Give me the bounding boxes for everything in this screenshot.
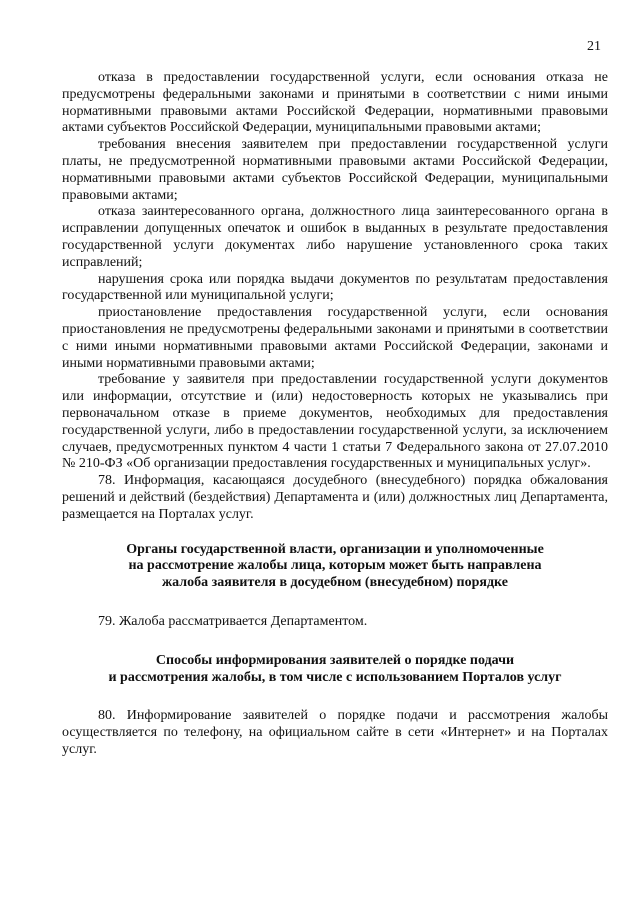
paragraph-deadline-violation: нарушения срока или порядка выдачи документов по результатам предоставления государственной или муниципальной услуги; <box>62 271 608 304</box>
section-heading-informing-methods <box>62 653 608 687</box>
paragraph-suspension: приостановление предоставления государственной услуги, если основания приостановления не предусмотрены федеральными законами и принятыми в соответствии с ними иными нормативными правовыми актами Российской Федерации, законами и иными нормативными правовыми актами; <box>62 305 608 371</box>
paragraph-refusal: отказа в предоставлении государственной услуги, если основания отказа не предусмотрены федеральными законами и принятыми в соответствии с ними иными нормативными правовыми актами Российской Федерации, нормативными правовыми актами субъектов Российской Федерации, муниципальными правовыми актами; <box>62 70 608 136</box>
section-heading-complaint-bodies <box>62 542 608 592</box>
paragraph-78: 78. Информация, касающаяся досудебного (внесудебного) порядка обжалования решений и действий (бездействия) Департамента и (или) должностных лиц Департамента, размещается на Порталах услуг. <box>62 473 608 522</box>
paragraph-correction-refusal: отказа заинтересованного органа, должностного лица заинтересованного органа в исправлении допущенных опечаток и ошибок в выданных в результате предоставления государственной услуги документах либо нарушение установленного срока таких исправлений; <box>62 204 608 270</box>
heading-line: Органы государственной власти, организации и уполномоченные <box>126 541 544 557</box>
document-body <box>62 70 608 759</box>
heading-line: жалоба заявителя в досудебном (внесудебном) порядке <box>162 575 508 591</box>
paragraph-fee-requirement: требования внесения заявителем при предоставлении государственной услуги платы, не предусмотренной нормативными правовыми актами Российской Федерации, нормативными правовыми актами субъектов Российской Федерации, муниципальными правовыми актами; <box>62 137 608 203</box>
paragraph-documents-requirement: требование у заявителя при предоставлении государственной услуги документов или информации, отсутствие и (или) недостоверность которых не указывались при первоначальном отказе в приеме документов, необходимых для предоставления государственной услуги, либо в предоставлении государственной услуги, за исключением случаев, предусмотренных пунктом 4 части 1 статьи 7 Федерального закона от 27.07.2010 № 210-ФЗ «Об организации предоставления государственных и муниципальных услуг». <box>62 372 608 472</box>
page-number: 21 <box>587 39 601 54</box>
paragraph-79: 79. Жалоба рассматривается Департаментом. <box>98 613 368 629</box>
paragraph-80: 80. Информирование заявителей о порядке подачи и рассмотрения жалобы осуществляется по телефону, на официальном сайте в сети «Интернет» и на Порталах услуг. <box>62 708 608 757</box>
heading-line: Способы информирования заявителей о порядке подачи <box>155 652 515 668</box>
heading-line: на рассмотрение жалобы лица, которым может быть направлена <box>128 558 542 574</box>
heading-line: и рассмотрения жалобы, в том числе с использованием Порталов услуг <box>108 669 562 685</box>
